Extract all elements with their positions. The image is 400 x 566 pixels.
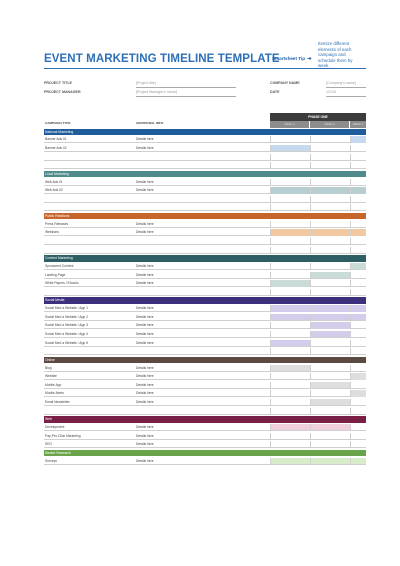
campaign-item-name: Social Med a Website / App 5 [45,340,89,345]
empty-row[interactable] [44,154,366,161]
week-cell[interactable] [270,154,310,161]
week-cell[interactable] [270,408,310,415]
date-label: DATE [270,90,280,94]
smartsheet-tip-link[interactable] [272,56,312,62]
week-cell[interactable] [310,399,350,406]
field-underline [136,87,236,88]
week-cell[interactable] [270,390,310,397]
week-cell[interactable] [350,348,366,355]
week-cell[interactable] [310,136,350,143]
campaign-item-details: Details here [136,391,154,396]
empty-row[interactable] [44,348,366,355]
week-cell[interactable] [270,280,310,287]
campaign-item-name: Development [45,425,65,430]
campaign-item-details: Details here [136,323,154,328]
table-row[interactable] [44,433,366,440]
campaign-item-details: Details here [136,230,154,235]
table-row[interactable] [44,322,366,329]
project-manager-field[interactable]: [Project Manager's name] [136,90,177,94]
week-cell[interactable] [310,433,350,440]
week-cell[interactable] [350,179,366,186]
week-cell[interactable] [310,221,350,228]
week-cell[interactable] [270,331,310,338]
campaign-item-details: Details here [136,433,154,438]
campaign-item-name: Social Med a Website / App 2 [45,314,89,319]
campaign-item-name: White Papers / Ebooks [45,281,79,286]
week-cell[interactable] [310,373,350,380]
campaign-type-header: CAMPAIGN TYPE [45,121,71,125]
week-cell[interactable] [350,340,366,347]
week-cell[interactable] [350,314,366,321]
week-cell[interactable] [270,196,310,203]
campaign-item-details: Details here [136,146,154,151]
table-row[interactable] [44,263,366,270]
week-cell[interactable] [270,382,310,389]
week-cell[interactable] [350,247,366,254]
week-cell[interactable] [350,424,366,431]
table-row[interactable] [44,365,366,372]
week-cell[interactable] [310,238,350,245]
week-cell[interactable] [310,289,350,296]
week-cell[interactable] [270,204,310,211]
week-cell[interactable] [350,145,366,152]
campaign-item-name: Landing Page [45,272,66,277]
week-cell[interactable] [270,399,310,406]
campaign-item-name: Banner Ads 02 [45,146,67,151]
campaign-item-details: Details here [136,306,154,311]
title-divider [44,68,366,69]
week-cell[interactable] [350,373,366,380]
week-cell[interactable] [270,136,310,143]
week-cell[interactable] [270,162,310,169]
campaign-item-details: Details here [136,425,154,430]
week-cell[interactable] [270,289,310,296]
empty-row[interactable] [44,162,366,169]
table-row[interactable] [44,179,366,186]
table-row[interactable] [44,145,366,152]
week-cell[interactable] [310,280,350,287]
week-cell[interactable] [310,322,350,329]
campaign-item-name: Webinars [45,230,59,235]
date-field[interactable]: 1/1/16 [326,90,336,94]
week-cell[interactable] [310,196,350,203]
campaign-item-name: Surveys [45,458,57,463]
week-cell[interactable] [270,322,310,329]
empty-row[interactable] [44,247,366,254]
campaign-item-details: Details here [136,221,154,226]
table-row[interactable] [44,340,366,347]
campaign-item-name: Web Ads 01 [45,179,63,184]
campaign-item-details: Details here [136,382,154,387]
field-underline [136,96,236,97]
section-header: National Marketing [44,129,366,136]
week-cell[interactable] [350,154,366,161]
project-title-label: PROJECT TITLE [44,81,72,85]
week-cell[interactable] [350,280,366,287]
campaign-item-name: Social Med a Website / App 4 [45,332,89,337]
week-cell[interactable] [270,433,310,440]
week-cell[interactable] [350,390,366,397]
week-cell[interactable] [310,154,350,161]
campaign-item-details: Details here [136,340,154,345]
week-cell[interactable] [270,458,310,465]
additional-info-header: ADDITIONAL INFO [136,121,164,125]
campaign-item-name: Pay-Per-Click Marketing [45,433,81,438]
table-row[interactable] [44,229,366,236]
campaign-item-details: Details here [136,365,154,370]
section-header: Content Marketing [44,255,366,262]
week-cell[interactable] [270,263,310,270]
week-cell[interactable] [270,247,310,254]
field-underline [326,87,366,88]
table-row[interactable] [44,390,366,397]
week-cell[interactable] [350,365,366,372]
company-name-field[interactable]: [Company's name] [326,81,356,85]
week-cell[interactable] [310,441,350,448]
campaign-item-details: Details here [136,458,154,463]
week-cell[interactable] [270,179,310,186]
table-row[interactable] [44,331,366,338]
week-cell[interactable] [350,433,366,440]
project-title-field[interactable]: [Project title] [136,81,156,85]
week-cell[interactable] [350,263,366,270]
campaign-item-details: Details here [136,272,154,277]
section-header: Local Marketing [44,171,366,178]
week-cell[interactable] [310,272,350,279]
table-row[interactable] [44,280,366,287]
campaign-item-name: Social Med a Website / App 3 [45,323,89,328]
week-cell[interactable] [310,305,350,312]
empty-row[interactable] [44,408,366,415]
company-name-label: COMPANY NAME [270,81,300,85]
campaign-item-details: Details here [136,188,154,193]
table-row[interactable] [44,136,366,143]
table-row[interactable] [44,441,366,448]
arrow-right-icon: ➔ [307,56,312,62]
empty-row[interactable] [44,204,366,211]
empty-row[interactable] [44,238,366,245]
campaign-item-details: Details here [136,281,154,286]
campaign-item-name: Web Ads 02 [45,188,63,193]
campaign-item-details: Details here [136,332,154,337]
campaign-item-name: Press Releases [45,221,69,226]
week-cell[interactable] [350,221,366,228]
week-cell[interactable] [350,331,366,338]
week-cell[interactable] [310,424,350,431]
week-cell[interactable] [270,305,310,312]
week-cell[interactable] [350,408,366,415]
section-header: Social Media [44,297,366,304]
week-cell[interactable] [270,441,310,448]
week-cell[interactable] [310,263,350,270]
week-cell[interactable] [270,365,310,372]
week-cell[interactable] [350,382,366,389]
empty-row[interactable] [44,196,366,203]
week-cell[interactable] [310,331,350,338]
campaign-item-name: Blog [45,365,52,370]
week-cell[interactable] [350,289,366,296]
week-cell[interactable] [350,322,366,329]
week-cell[interactable] [350,272,366,279]
week-cell[interactable] [310,382,350,389]
campaign-item-details: Details here [136,179,154,184]
page-title: EVENT MARKETING TIMELINE TEMPLATE [44,53,280,65]
week-cell[interactable] [310,348,350,355]
phase-header: PHASE ONE [270,113,366,121]
tip-note: Itemize different elements of each campaign and schedule them by week. [318,41,353,69]
section-header: Web [44,416,366,423]
week-cell[interactable] [310,162,350,169]
week-cell[interactable] [270,348,310,355]
project-manager-label: PROJECT MANAGER [44,90,81,94]
week-cell[interactable] [350,229,366,236]
campaign-item-name: Sponsored Content [45,264,74,269]
week-cell[interactable] [310,204,350,211]
week-cell[interactable] [310,229,350,236]
table-row[interactable] [44,187,366,194]
week-cell[interactable] [270,272,310,279]
campaign-item-details: Details here [136,314,154,319]
week-header: WEEK 2 [310,121,349,128]
week-cell[interactable] [270,424,310,431]
week-cell[interactable] [310,179,350,186]
section-header: Public Relations [44,213,366,220]
campaign-item-details: Details here [136,374,154,379]
week-cell[interactable] [310,247,350,254]
week-cell[interactable] [350,441,366,448]
tip-label: Smartsheet Tip [272,56,306,61]
campaign-item-details: Details here [136,264,154,269]
week-cell[interactable] [350,136,366,143]
week-cell[interactable] [270,238,310,245]
empty-row[interactable] [44,289,366,296]
week-cell[interactable] [350,187,366,194]
week-cell[interactable] [350,458,366,465]
week-cell[interactable] [310,340,350,347]
week-cell[interactable] [270,221,310,228]
campaign-item-name: Banner Ads 01 [45,137,67,142]
week-cell[interactable] [350,196,366,203]
table-row[interactable] [44,221,366,228]
campaign-item-details: Details here [136,400,154,405]
week-cell[interactable] [350,162,366,169]
campaign-item-details: Details here [136,137,154,142]
week-cell[interactable] [270,229,310,236]
week-cell[interactable] [310,408,350,415]
week-cell[interactable] [350,204,366,211]
week-cell[interactable] [310,187,350,194]
week-cell[interactable] [310,390,350,397]
campaign-item-name: Email Newsletter [45,400,70,405]
week-cell[interactable] [350,305,366,312]
section-header: Online [44,357,366,364]
campaign-item-name: Website [45,374,57,379]
week-header: WEEK 3 [350,121,366,128]
week-cell[interactable] [310,145,350,152]
table-row[interactable] [44,272,366,279]
table-row[interactable] [44,424,366,431]
campaign-item-details: Details here [136,442,154,447]
week-cell[interactable] [270,187,310,194]
week-cell[interactable] [310,314,350,321]
week-cell[interactable] [270,145,310,152]
table-row[interactable] [44,305,366,312]
campaign-item-name: Mobile Alerts [45,391,64,396]
campaign-item-name: Social Med a Website / App 1 [45,306,89,311]
table-row[interactable] [44,314,366,321]
week-cell[interactable] [270,373,310,380]
table-row[interactable] [44,399,366,406]
week-cell[interactable] [270,340,310,347]
week-cell[interactable] [350,238,366,245]
week-cell[interactable] [310,365,350,372]
table-row[interactable] [44,382,366,389]
table-row[interactable] [44,458,366,465]
section-header: Market Research [44,450,366,457]
week-header: WEEK 1 [270,121,309,128]
week-cell[interactable] [350,399,366,406]
field-underline [326,96,366,97]
campaign-item-name: Mobile App [45,382,62,387]
campaign-item-name: SEO [45,442,52,447]
week-cell[interactable] [270,314,310,321]
table-row[interactable] [44,373,366,380]
week-cell[interactable] [310,458,350,465]
